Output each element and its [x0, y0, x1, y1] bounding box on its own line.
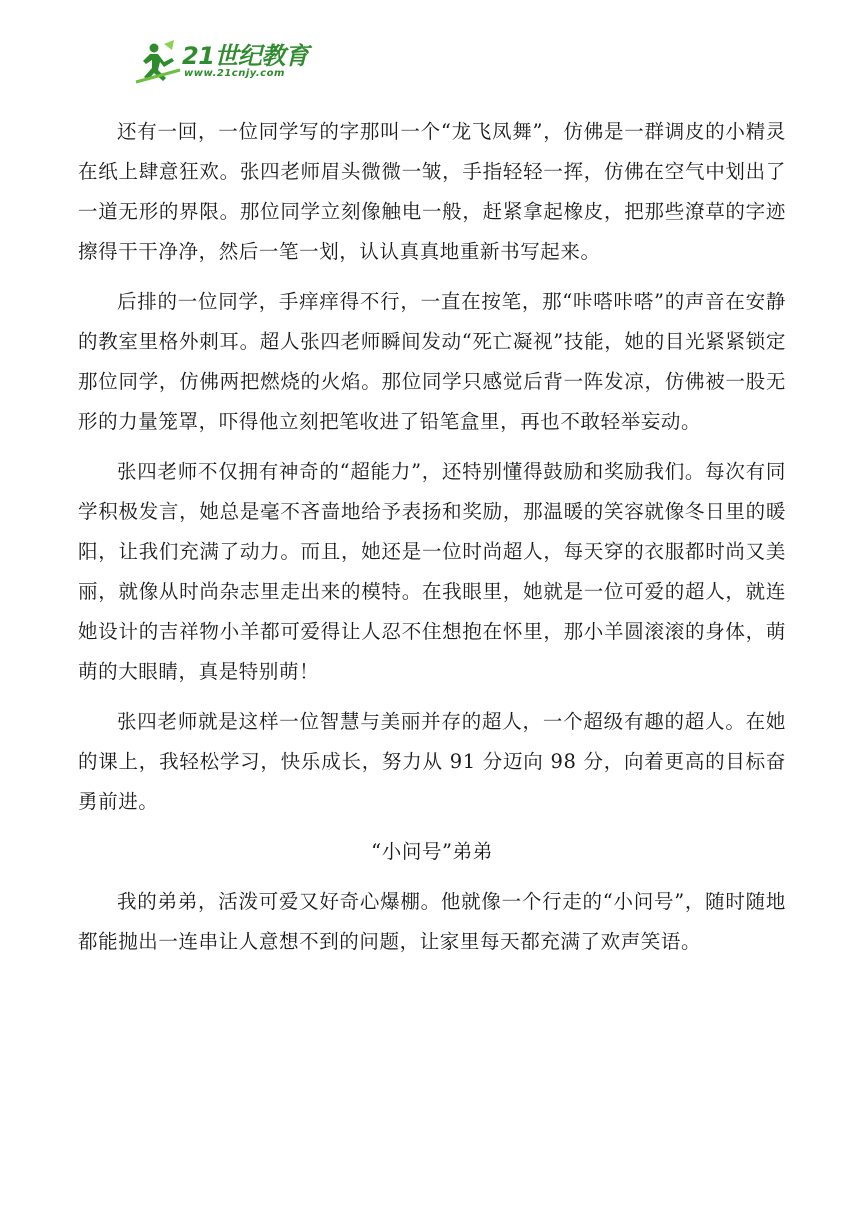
- paragraph-4: 张四老师就是这样一位智慧与美丽并存的超人，一个超级有趣的超人。在她的课上，我轻松学习，快乐成长，努力从 91 分迈向 98 分，向着更高的目标奋勇前进。: [78, 710, 786, 813]
- paragraph-3: 张四老师不仅拥有神奇的“超能力”，还特别懂得鼓励和奖励我们。每次有同学积极发言，她总是毫不吝啬地给予表扬和奖励，那温暖的笑容就像冬日里的暖阳，让我们充满了动力。而且，她还是一位时尚超人，每天穿的衣服都时尚又美丽，就像从时尚杂志里走出来的模特。在我眼里，她就是一位可爱的超人，就连她设计的吉祥物小羊都可爱得让人忍不住想抱在怀里，那小羊圆滚滚的身体，萌萌的大眼睛，真是特别萌！: [78, 460, 786, 683]
- running-figure-logo-icon: [134, 40, 182, 84]
- logo-title: 21世纪教育: [182, 42, 309, 70]
- paragraph-2: 后排的一位同学，手痒痒得不行，一直在按笔，那“咔嗒咔嗒”的声音在安静的教室里格外刺耳。超人张四老师瞬间发动“死亡凝视”技能，她的目光紧紧锁定那位同学，仿佛两把燃烧的火焰。那位同学只感觉后背一阵发凉，仿佛被一股无形的力量笼罩，吓得他立刻把笔收进了铅笔盒里，再也不敢轻举妄动。: [78, 290, 786, 433]
- paragraph-1: 还有一回，一位同学写的字那叫一个“龙飞凤舞”，仿佛是一群调皮的小精灵在纸上肆意狂欢。张四老师眉头微微一皱，手指轻轻一挥，仿佛在空气中划出了一道无形的界限。那位同学立刻像触电一般，赶紧拿起橡皮，把那些潦草的字迹擦得干干净净，然后一笔一划，认认真真地重新书写起来。: [78, 120, 786, 263]
- article-body: [78, 112, 786, 972]
- logo-url: www.21cnjy.com: [184, 68, 285, 79]
- paragraph-5: 我的弟弟，活泼可爱又好奇心爆棚。他就像一个行走的“小问号”，随时随地都能抛出一连串让人意想不到的问题，让家里每天都充满了欢声笑语。: [78, 890, 786, 953]
- section-subtitle: “小问号”弟弟: [371, 840, 493, 863]
- page-header: [134, 40, 314, 84]
